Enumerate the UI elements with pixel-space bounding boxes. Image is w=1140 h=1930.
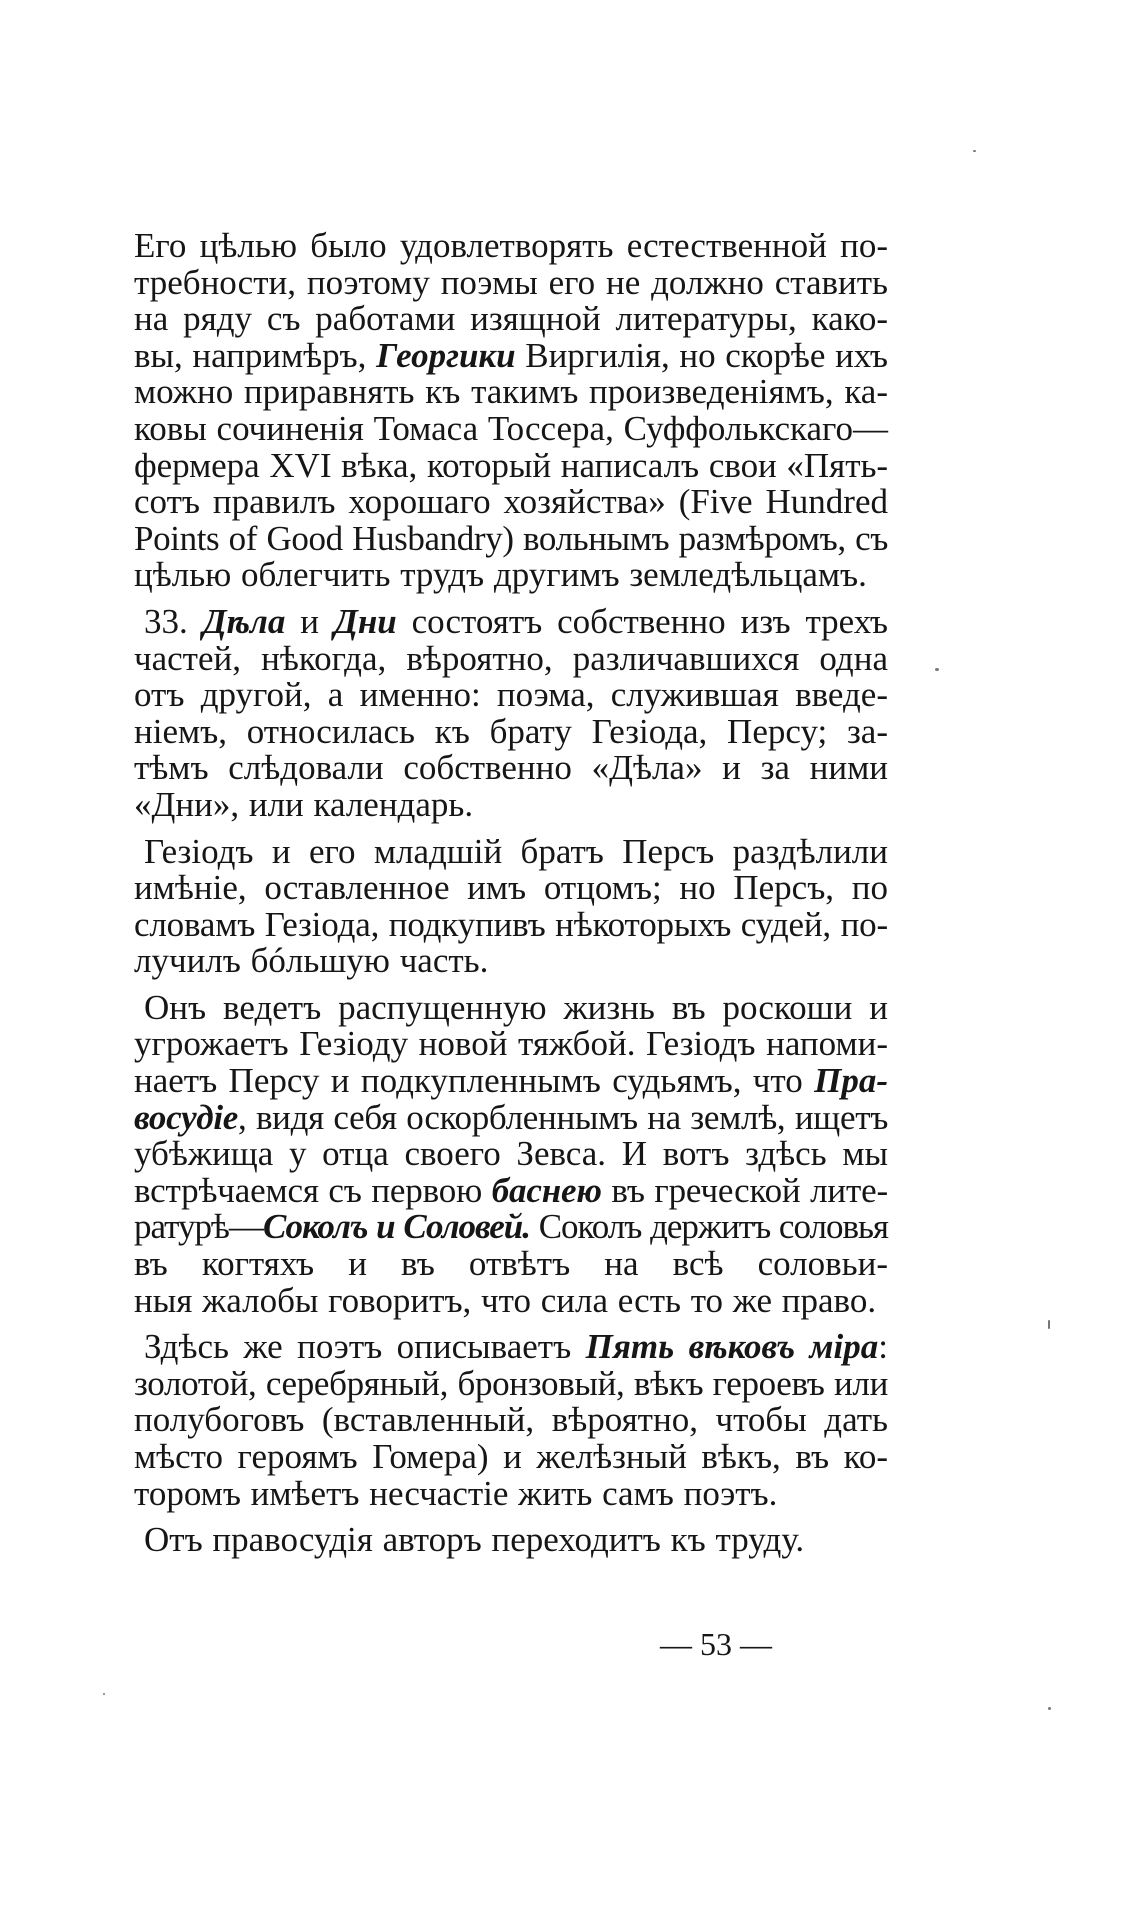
- italic-title: Пра-: [814, 1061, 888, 1101]
- italic-title: Дни: [333, 601, 397, 641]
- text-run: фермера XVI вѣка, который написалъ свои «Пять-: [134, 445, 888, 485]
- text-line: [134, 870, 888, 907]
- text-run: лучилъ бóльшую часть.: [134, 941, 489, 981]
- text-line: [134, 831, 888, 871]
- text-run: встрѣчаемся съ первою: [134, 1170, 492, 1210]
- text-run: цѣлью облегчить трудъ другимъ земледѣльцамъ.: [134, 555, 867, 595]
- text-line: [134, 1063, 888, 1100]
- text-run: , видя себя оскорбленнымъ на землѣ, ищетъ: [238, 1097, 889, 1137]
- text-run: и: [285, 601, 334, 641]
- italic-title: Дѣла: [202, 601, 286, 641]
- text-run: Отъ правосудія авторъ переходитъ къ труду.: [144, 1520, 805, 1560]
- text-run: Виргилія, но скорѣе ихъ: [515, 335, 888, 375]
- text-line: [134, 1522, 888, 1559]
- italic-title: Соколъ и Соловей.: [262, 1207, 530, 1247]
- text-line: [134, 301, 888, 338]
- text-run: въ когтяхъ и въ отвѣтъ на всѣ соловьи-: [134, 1244, 888, 1284]
- italic-title: баснею: [491, 1170, 602, 1210]
- text-run: угрожаетъ Гезіоду новой тяжбой. Гезіодъ напоми-: [134, 1024, 888, 1064]
- text-run: сотъ правилъ хорошаго хозяйства» (Five Hundred: [134, 482, 888, 522]
- text-run: ковы сочиненія Томаса Тоссера, Суффолькскаго—: [134, 408, 888, 448]
- text-line: [134, 484, 888, 521]
- text-line: [134, 750, 888, 787]
- text-line: [134, 1402, 888, 1439]
- text-run: тѣмъ слѣдовали собственно «Дѣла» и за ними: [134, 748, 888, 788]
- page-number: — 53 —: [660, 1626, 772, 1662]
- text-line: [134, 1439, 888, 1476]
- italic-title: восудіе: [134, 1097, 239, 1137]
- text-line: [134, 784, 888, 824]
- text-run: наетъ Персу и подкупленнымъ судьямъ, что: [134, 1061, 815, 1101]
- paragraph: [134, 831, 888, 981]
- text-run: ныя жалобы говоритъ, что сила есть то же право.: [134, 1280, 877, 1320]
- text-run: ніемъ, относилась къ брату Гезіода, Персу; за-: [134, 711, 888, 751]
- text-line: [134, 1097, 889, 1137]
- scan-speck: [935, 668, 939, 671]
- text-run: торомъ имѣетъ несчастіе жить самъ поэтъ.: [134, 1473, 778, 1513]
- text-line: [134, 1329, 888, 1366]
- text-run: убѣжища у отца своего Зевса. И вотъ здѣсь мы: [134, 1134, 888, 1174]
- text-line: [134, 1170, 888, 1210]
- text-line: [134, 557, 888, 594]
- text-line: [134, 711, 888, 751]
- text-line: [134, 904, 888, 944]
- body-text: [134, 228, 888, 1559]
- text-line: [134, 1473, 888, 1513]
- text-run: требности, поэтому поэмы его не должно ставить: [134, 262, 888, 302]
- text-run: въ греческой лите-: [601, 1170, 888, 1210]
- paragraph: [134, 1329, 888, 1512]
- paragraph: [134, 1522, 888, 1559]
- text-line: [134, 335, 888, 375]
- text-line: [134, 1280, 888, 1320]
- text-run: Соколъ держитъ соловья: [529, 1207, 889, 1247]
- text-run: Онъ ведетъ распущенную жизнь въ роскоши и: [144, 987, 888, 1027]
- text-run: частей, нѣкогда, вѣроятно, различавшихся одна: [134, 638, 888, 678]
- text-line: [134, 1136, 888, 1173]
- text-run: имѣніе, оставленное имъ отцомъ; но Персъ, по: [134, 868, 888, 908]
- text-run: Его цѣлью было удовлетворять естественной по-: [134, 226, 888, 265]
- text-line: [134, 374, 888, 411]
- italic-title: Георгики: [376, 335, 516, 375]
- text-line: [134, 518, 888, 558]
- text-line: [134, 228, 888, 265]
- text-run: на ряду съ работами изящной литературы, како-: [134, 299, 888, 339]
- text-line: [134, 677, 888, 714]
- text-run: словамъ Гезіода, подкупивъ нѣкоторыхъ судей, по-: [134, 904, 888, 944]
- text-run: ратурѣ—: [134, 1207, 263, 1247]
- scan-speck: [973, 150, 976, 152]
- text-line: [134, 601, 889, 641]
- text-line: [134, 1026, 888, 1063]
- italic-title: Пять вѣковъ міра: [585, 1327, 879, 1367]
- text-line: [134, 262, 888, 302]
- text-run: отъ другой, а именно: поэма, служившая введе-: [134, 675, 888, 715]
- paragraph: [134, 601, 889, 824]
- scan-speck: [1048, 1320, 1050, 1329]
- text-run: вы, напримѣръ,: [134, 335, 377, 375]
- text-line: [134, 638, 888, 678]
- text-run: 33.: [144, 601, 203, 641]
- text-line: [134, 1209, 888, 1246]
- text-run: полубоговъ (вставленный, вѣроятно, чтобы дать: [134, 1400, 888, 1440]
- text-run: Здѣсь же поэтъ описываетъ: [144, 1327, 586, 1367]
- text-run: состоятъ собственно изъ трехъ: [396, 601, 889, 641]
- text-run: :: [878, 1327, 888, 1367]
- text-line: [134, 943, 888, 980]
- text-line: [134, 1363, 888, 1403]
- scan-speck: [103, 1693, 105, 1695]
- text-line: [134, 1246, 888, 1283]
- text-run: золотой, серебряный, бронзовый, вѣкъ героевъ или: [134, 1363, 888, 1403]
- scan-speck: [1048, 1707, 1051, 1710]
- text-run: мѣсто героямъ Гомера) и желѣзный вѣкъ, въ ко-: [134, 1437, 888, 1476]
- text-line: [134, 408, 888, 448]
- text-run: Points of Good Husbandry) вольнымъ размѣромъ, съ: [134, 518, 888, 558]
- text-line: [134, 445, 888, 485]
- text-line: [134, 987, 888, 1027]
- paragraph: [134, 987, 889, 1320]
- paragraph: [134, 228, 888, 594]
- text-run: Гезіодъ и его младшій братъ Персъ раздѣлили: [144, 831, 888, 871]
- text-run: можно приравнять къ такимъ произведеніямъ, ка-: [134, 372, 888, 412]
- text-run: «Дни», или календарь.: [134, 784, 474, 824]
